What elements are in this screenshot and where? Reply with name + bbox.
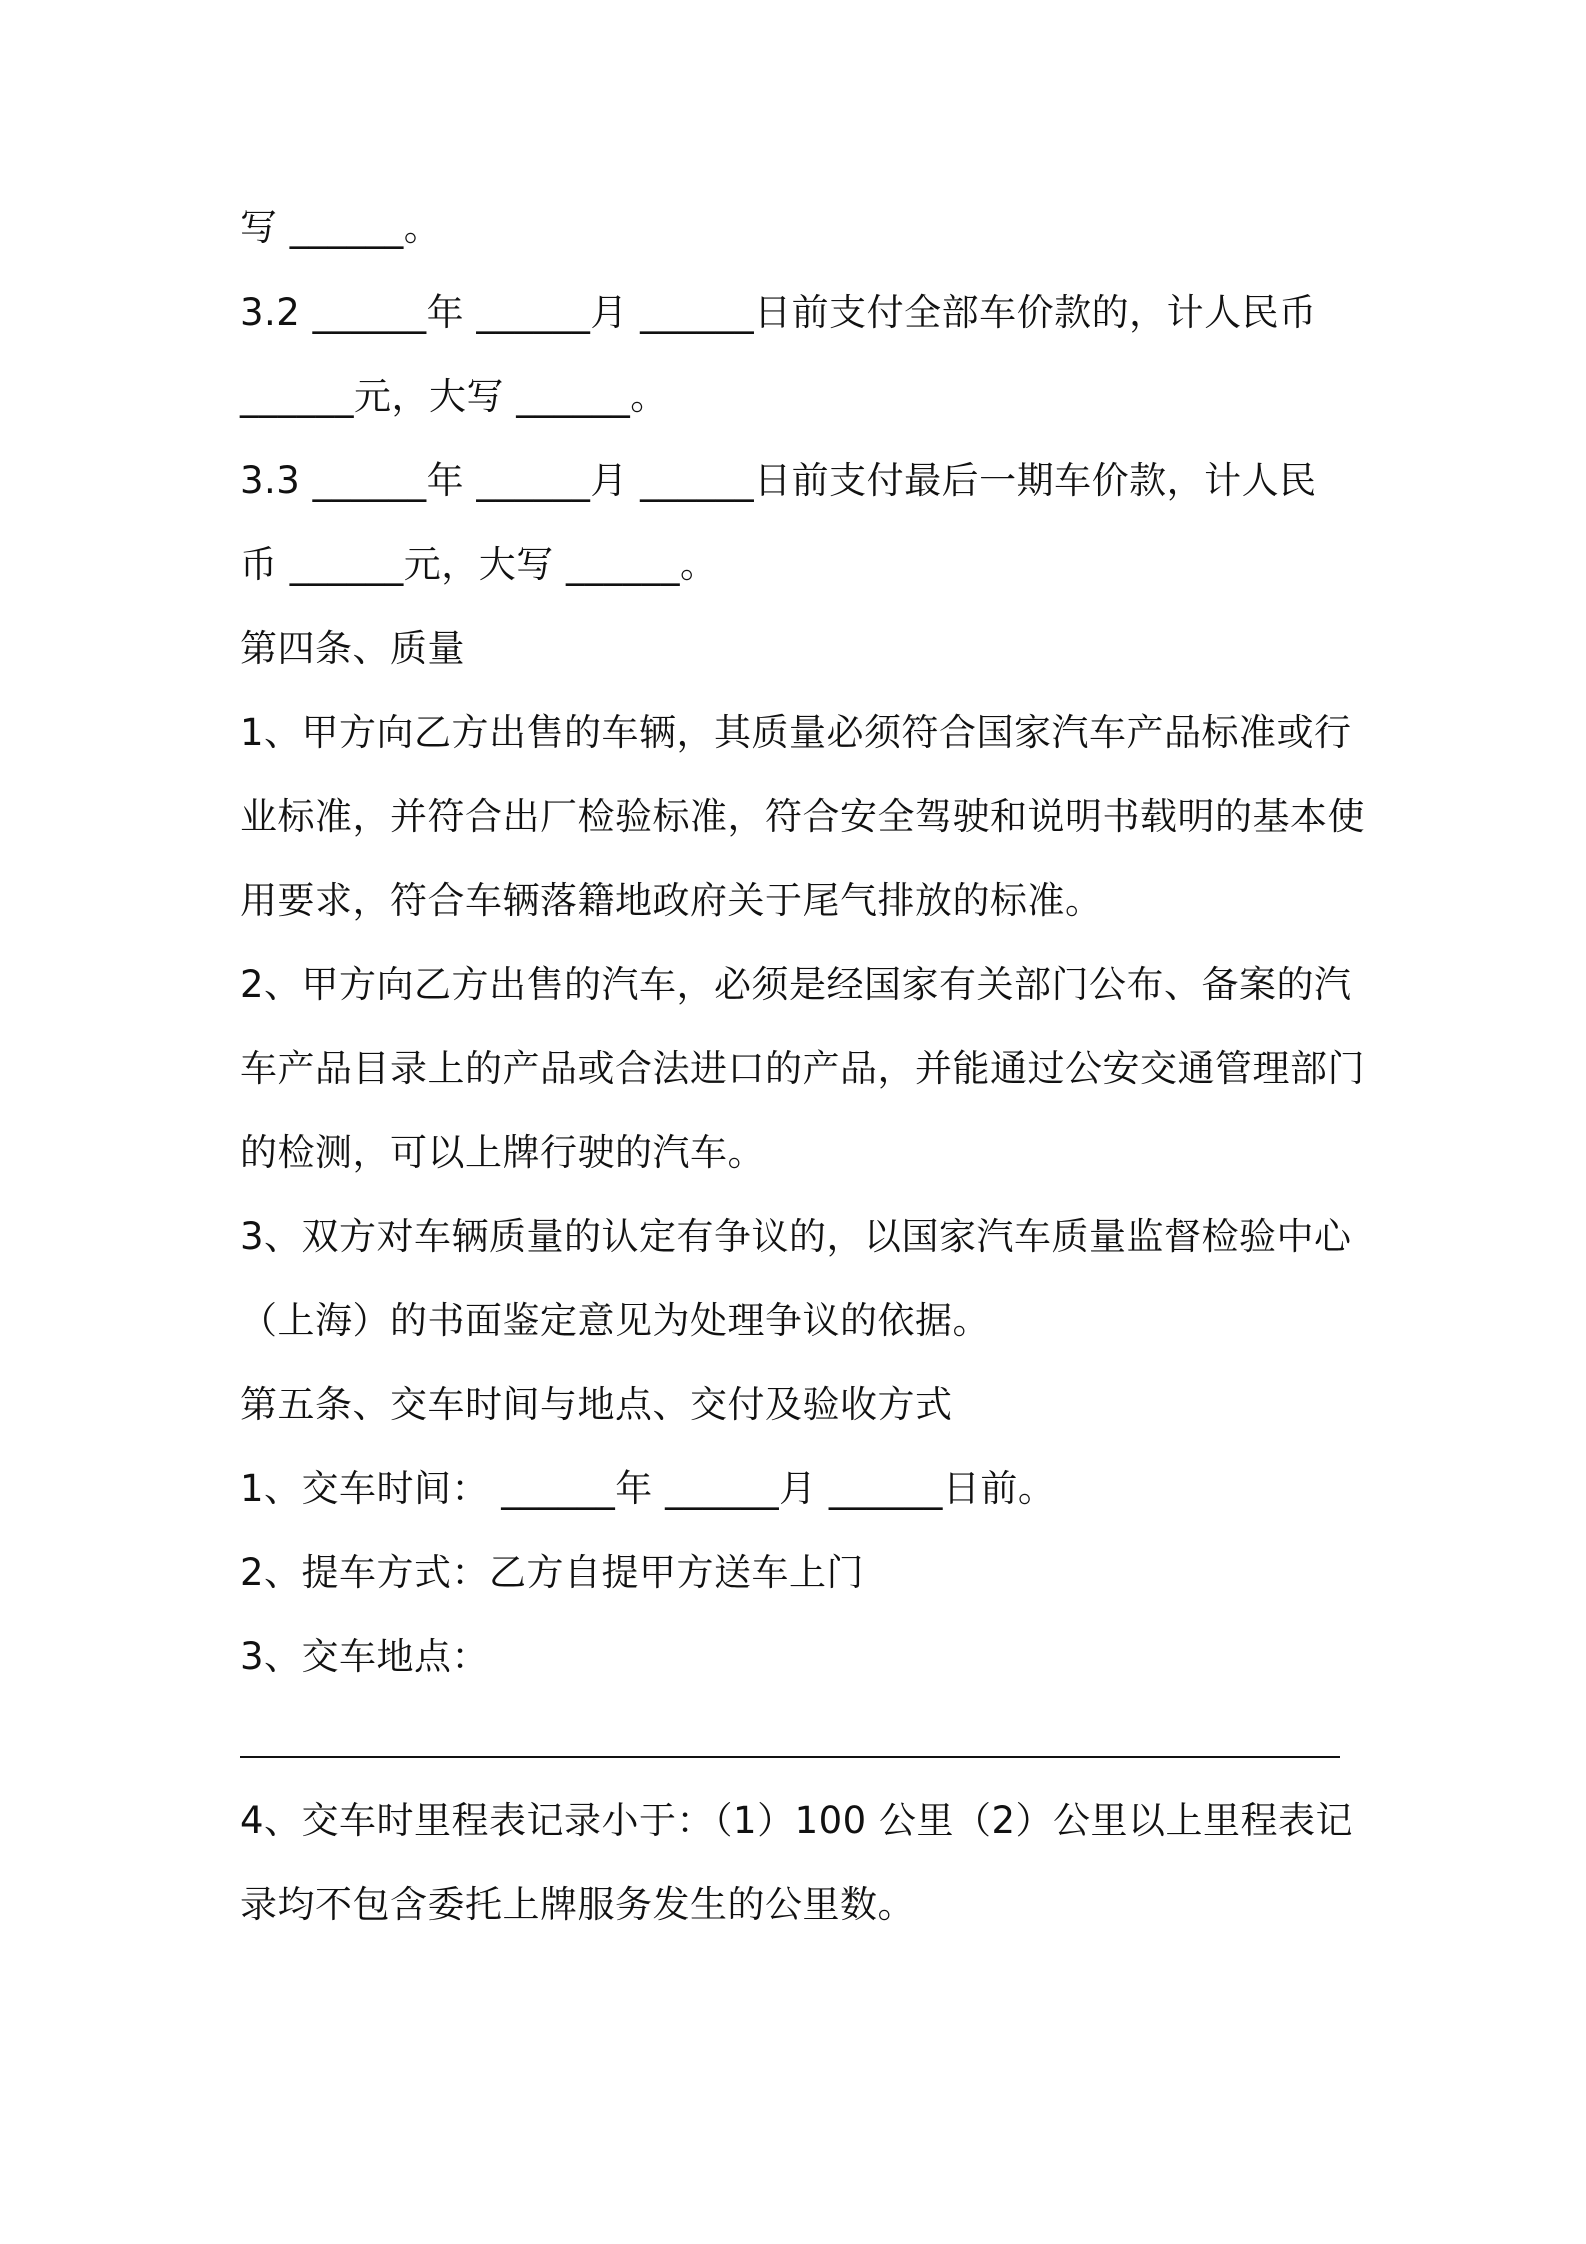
text-line-19: 4、交车时里程表记录小于：（1）100 公里（2）公里以上里程表记 (240, 1799, 1354, 1842)
text-line-18: 3、交车地点： (240, 1635, 490, 1678)
text-line-1: 写 ______。 (240, 206, 442, 249)
text-line-8: 业标准，并符合出厂检验标准，符合安全驾驶和说明书载明的基本使 (240, 795, 1365, 838)
blank-fill-line (240, 1756, 1340, 1758)
text-line-14: （上海）的书面鉴定意见为处理争议的依据。 (240, 1299, 990, 1342)
text-line-4: 3.3 ______年 ______月 ______日前支付最后一期车价款，计人民 (240, 459, 1317, 502)
text-line-9: 用要求，符合车辆落籍地政府关于尾气排放的标准。 (240, 879, 1103, 922)
text-line-16: 1、交车时间： ______年 ______月 ______日前。 (240, 1467, 1056, 1510)
text-line-7: 1、甲方向乙方出售的车辆，其质量必须符合国家汽车产品标准或行 (240, 711, 1352, 754)
text-line-5: 币 ______元，大写 ______。 (240, 543, 718, 586)
text-line-17: 2、提车方式：乙方自提甲方送车上门 (240, 1551, 865, 1594)
text-line-12: 的检测，可以上牌行驶的汽车。 (240, 1131, 765, 1174)
text-line-10: 2、甲方向乙方出售的汽车，必须是经国家有关部门公布、备案的汽 (240, 963, 1352, 1006)
text-line-13: 3、双方对车辆质量的认定有争议的，以国家汽车质量监督检验中心 (240, 1215, 1352, 1258)
text-line-20: 录均不包含委托上牌服务发生的公里数。 (240, 1883, 915, 1926)
section-heading-quality: 第四条、质量 (240, 627, 465, 670)
section-heading-delivery: 第五条、交车时间与地点、交付及验收方式 (240, 1383, 953, 1426)
text-line-11: 车产品目录上的产品或合法进口的产品，并能通过公安交通管理部门 (240, 1047, 1365, 1090)
text-line-2: 3.2 ______年 ______月 ______日前支付全部车价款的，计人民币 (240, 291, 1317, 334)
text-line-3: ______元，大写 ______。 (240, 375, 668, 418)
